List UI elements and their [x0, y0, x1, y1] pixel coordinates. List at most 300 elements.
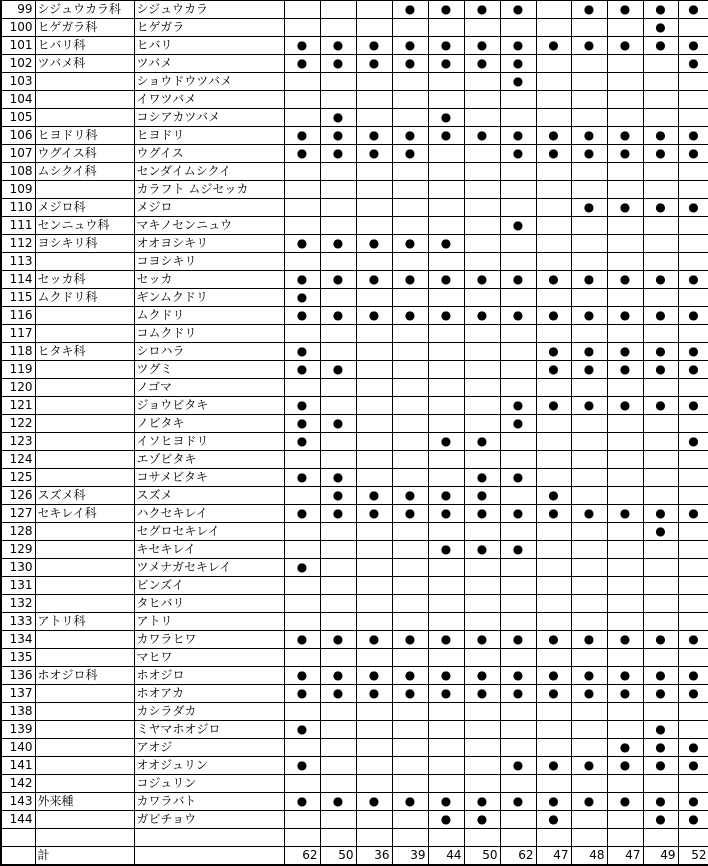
- presence-dot-cell[interactable]: [356, 667, 392, 685]
- row-number-cell[interactable]: 141: [1, 757, 35, 775]
- family-name-cell[interactable]: [35, 361, 134, 379]
- presence-empty-cell[interactable]: [571, 613, 607, 631]
- presence-empty-cell[interactable]: [320, 163, 356, 181]
- presence-empty-cell[interactable]: [428, 73, 464, 91]
- family-name-cell[interactable]: [35, 469, 134, 487]
- presence-empty-cell[interactable]: [571, 649, 607, 667]
- presence-dot-cell[interactable]: [607, 307, 643, 325]
- presence-dot-cell[interactable]: [284, 559, 320, 577]
- presence-empty-cell[interactable]: [356, 361, 392, 379]
- presence-dot-cell[interactable]: [607, 667, 643, 685]
- presence-empty-cell[interactable]: [320, 379, 356, 397]
- presence-dot-cell[interactable]: [428, 1, 464, 19]
- presence-empty-cell[interactable]: [678, 523, 708, 541]
- presence-dot-cell[interactable]: [428, 271, 464, 289]
- presence-empty-cell[interactable]: [464, 361, 500, 379]
- presence-empty-cell[interactable]: [607, 289, 643, 307]
- presence-dot-cell[interactable]: [607, 343, 643, 361]
- presence-empty-cell[interactable]: [678, 91, 708, 109]
- presence-dot-cell[interactable]: [392, 127, 428, 145]
- family-name-cell[interactable]: 外来種: [35, 793, 134, 811]
- row-number-cell[interactable]: 135: [1, 649, 35, 667]
- column-total-cell[interactable]: 50: [320, 847, 356, 866]
- presence-empty-cell[interactable]: [536, 289, 571, 307]
- presence-dot-cell[interactable]: [428, 487, 464, 505]
- presence-empty-cell[interactable]: [643, 109, 678, 127]
- family-name-cell[interactable]: [35, 451, 134, 469]
- presence-dot-cell[interactable]: [678, 199, 708, 217]
- family-name-cell[interactable]: [35, 559, 134, 577]
- presence-empty-cell[interactable]: [571, 523, 607, 541]
- presence-empty-cell[interactable]: [428, 163, 464, 181]
- presence-empty-cell[interactable]: [678, 217, 708, 235]
- presence-empty-cell[interactable]: [571, 415, 607, 433]
- family-name-cell[interactable]: ウグイス科: [35, 145, 134, 163]
- presence-empty-cell[interactable]: [643, 703, 678, 721]
- presence-dot-cell[interactable]: [678, 397, 708, 415]
- presence-dot-cell[interactable]: [392, 235, 428, 253]
- species-name-cell[interactable]: コヨシキリ: [134, 253, 284, 271]
- presence-empty-cell[interactable]: [571, 721, 607, 739]
- presence-empty-cell[interactable]: [356, 523, 392, 541]
- presence-empty-cell[interactable]: [678, 541, 708, 559]
- presence-empty-cell[interactable]: [356, 109, 392, 127]
- presence-empty-cell[interactable]: [678, 577, 708, 595]
- species-name-cell[interactable]: マヒワ: [134, 649, 284, 667]
- family-name-cell[interactable]: ヒヨドリ科: [35, 127, 134, 145]
- presence-empty-cell[interactable]: [607, 109, 643, 127]
- presence-empty-cell[interactable]: [571, 577, 607, 595]
- presence-empty-cell[interactable]: [464, 775, 500, 793]
- presence-empty-cell[interactable]: [320, 73, 356, 91]
- presence-dot-cell[interactable]: [356, 631, 392, 649]
- presence-empty-cell[interactable]: [607, 595, 643, 613]
- presence-empty-cell[interactable]: [284, 775, 320, 793]
- family-name-cell[interactable]: [35, 91, 134, 109]
- blank-cell[interactable]: [678, 829, 708, 847]
- presence-empty-cell[interactable]: [464, 325, 500, 343]
- column-total-cell[interactable]: 47: [536, 847, 571, 866]
- blank-cell[interactable]: [1, 829, 35, 847]
- presence-empty-cell[interactable]: [284, 109, 320, 127]
- presence-empty-cell[interactable]: [428, 775, 464, 793]
- family-name-cell[interactable]: [35, 181, 134, 199]
- presence-dot-cell[interactable]: [678, 667, 708, 685]
- presence-empty-cell[interactable]: [428, 613, 464, 631]
- presence-empty-cell[interactable]: [500, 325, 536, 343]
- presence-dot-cell[interactable]: [320, 415, 356, 433]
- family-name-cell[interactable]: [35, 415, 134, 433]
- presence-empty-cell[interactable]: [643, 415, 678, 433]
- presence-dot-cell[interactable]: [284, 127, 320, 145]
- presence-empty-cell[interactable]: [320, 649, 356, 667]
- presence-dot-cell[interactable]: [571, 685, 607, 703]
- presence-empty-cell[interactable]: [678, 181, 708, 199]
- presence-empty-cell[interactable]: [320, 451, 356, 469]
- presence-empty-cell[interactable]: [356, 469, 392, 487]
- presence-empty-cell[interactable]: [643, 91, 678, 109]
- presence-dot-cell[interactable]: [678, 343, 708, 361]
- presence-dot-cell[interactable]: [571, 127, 607, 145]
- presence-dot-cell[interactable]: [392, 1, 428, 19]
- presence-dot-cell[interactable]: [678, 631, 708, 649]
- presence-dot-cell[interactable]: [428, 667, 464, 685]
- presence-empty-cell[interactable]: [392, 721, 428, 739]
- presence-empty-cell[interactable]: [678, 163, 708, 181]
- family-name-cell[interactable]: シジュウカラ科: [35, 1, 134, 19]
- presence-dot-cell[interactable]: [392, 271, 428, 289]
- presence-dot-cell[interactable]: [536, 685, 571, 703]
- presence-empty-cell[interactable]: [320, 595, 356, 613]
- presence-empty-cell[interactable]: [571, 289, 607, 307]
- blank-cell[interactable]: [134, 847, 284, 866]
- presence-dot-cell[interactable]: [428, 541, 464, 559]
- presence-empty-cell[interactable]: [356, 199, 392, 217]
- presence-empty-cell[interactable]: [356, 73, 392, 91]
- presence-dot-cell[interactable]: [500, 397, 536, 415]
- presence-empty-cell[interactable]: [428, 379, 464, 397]
- presence-dot-cell[interactable]: [678, 55, 708, 73]
- presence-empty-cell[interactable]: [356, 541, 392, 559]
- presence-empty-cell[interactable]: [428, 199, 464, 217]
- row-number-cell[interactable]: 107: [1, 145, 35, 163]
- species-name-cell[interactable]: セグロセキレイ: [134, 523, 284, 541]
- row-number-cell[interactable]: 127: [1, 505, 35, 523]
- presence-empty-cell[interactable]: [284, 199, 320, 217]
- presence-empty-cell[interactable]: [536, 253, 571, 271]
- presence-empty-cell[interactable]: [571, 487, 607, 505]
- row-number-cell[interactable]: 124: [1, 451, 35, 469]
- species-name-cell[interactable]: タヒバリ: [134, 595, 284, 613]
- presence-empty-cell[interactable]: [356, 415, 392, 433]
- family-name-cell[interactable]: [35, 397, 134, 415]
- presence-empty-cell[interactable]: [356, 163, 392, 181]
- row-number-cell[interactable]: 103: [1, 73, 35, 91]
- presence-empty-cell[interactable]: [500, 523, 536, 541]
- presence-dot-cell[interactable]: [320, 793, 356, 811]
- presence-dot-cell[interactable]: [356, 307, 392, 325]
- presence-empty-cell[interactable]: [428, 145, 464, 163]
- presence-empty-cell[interactable]: [392, 757, 428, 775]
- row-number-cell[interactable]: 109: [1, 181, 35, 199]
- species-name-cell[interactable]: ツグミ: [134, 361, 284, 379]
- family-name-cell[interactable]: [35, 73, 134, 91]
- presence-empty-cell[interactable]: [536, 235, 571, 253]
- presence-dot-cell[interactable]: [500, 469, 536, 487]
- presence-empty-cell[interactable]: [500, 379, 536, 397]
- presence-empty-cell[interactable]: [464, 109, 500, 127]
- presence-empty-cell[interactable]: [464, 145, 500, 163]
- presence-empty-cell[interactable]: [536, 55, 571, 73]
- presence-empty-cell[interactable]: [643, 541, 678, 559]
- presence-dot-cell[interactable]: [392, 307, 428, 325]
- presence-empty-cell[interactable]: [284, 379, 320, 397]
- presence-empty-cell[interactable]: [536, 19, 571, 37]
- family-name-cell[interactable]: スズメ科: [35, 487, 134, 505]
- species-name-cell[interactable]: ハクセキレイ: [134, 505, 284, 523]
- species-name-cell[interactable]: スズメ: [134, 487, 284, 505]
- column-total-cell[interactable]: 62: [284, 847, 320, 866]
- species-name-cell[interactable]: ムクドリ: [134, 307, 284, 325]
- family-name-cell[interactable]: ムクドリ科: [35, 289, 134, 307]
- family-name-cell[interactable]: [35, 325, 134, 343]
- row-number-cell[interactable]: 108: [1, 163, 35, 181]
- family-name-cell[interactable]: [35, 595, 134, 613]
- presence-empty-cell[interactable]: [428, 649, 464, 667]
- presence-empty-cell[interactable]: [392, 289, 428, 307]
- presence-dot-cell[interactable]: [678, 145, 708, 163]
- presence-dot-cell[interactable]: [678, 433, 708, 451]
- presence-dot-cell[interactable]: [500, 1, 536, 19]
- presence-empty-cell[interactable]: [392, 253, 428, 271]
- presence-dot-cell[interactable]: [428, 631, 464, 649]
- presence-empty-cell[interactable]: [464, 451, 500, 469]
- presence-empty-cell[interactable]: [607, 163, 643, 181]
- row-number-cell[interactable]: 101: [1, 37, 35, 55]
- presence-empty-cell[interactable]: [284, 253, 320, 271]
- presence-empty-cell[interactable]: [284, 739, 320, 757]
- presence-empty-cell[interactable]: [320, 1, 356, 19]
- presence-empty-cell[interactable]: [571, 235, 607, 253]
- presence-dot-cell[interactable]: [571, 145, 607, 163]
- presence-empty-cell[interactable]: [536, 1, 571, 19]
- species-name-cell[interactable]: ウグイス: [134, 145, 284, 163]
- presence-empty-cell[interactable]: [428, 577, 464, 595]
- species-name-cell[interactable]: シジュウカラ: [134, 1, 284, 19]
- family-name-cell[interactable]: [35, 811, 134, 829]
- presence-dot-cell[interactable]: [320, 631, 356, 649]
- presence-empty-cell[interactable]: [536, 217, 571, 235]
- presence-dot-cell[interactable]: [607, 505, 643, 523]
- presence-dot-cell[interactable]: [464, 505, 500, 523]
- species-name-cell[interactable]: オオヨシキリ: [134, 235, 284, 253]
- presence-empty-cell[interactable]: [643, 469, 678, 487]
- presence-dot-cell[interactable]: [536, 127, 571, 145]
- presence-dot-cell[interactable]: [284, 397, 320, 415]
- presence-dot-cell[interactable]: [392, 793, 428, 811]
- presence-dot-cell[interactable]: [536, 631, 571, 649]
- presence-dot-cell[interactable]: [320, 127, 356, 145]
- presence-empty-cell[interactable]: [678, 73, 708, 91]
- presence-empty-cell[interactable]: [643, 163, 678, 181]
- presence-dot-cell[interactable]: [643, 361, 678, 379]
- presence-dot-cell[interactable]: [320, 361, 356, 379]
- presence-empty-cell[interactable]: [571, 73, 607, 91]
- presence-empty-cell[interactable]: [607, 415, 643, 433]
- presence-empty-cell[interactable]: [500, 721, 536, 739]
- presence-dot-cell[interactable]: [284, 721, 320, 739]
- presence-empty-cell[interactable]: [392, 649, 428, 667]
- presence-dot-cell[interactable]: [571, 343, 607, 361]
- presence-empty-cell[interactable]: [464, 397, 500, 415]
- row-number-cell[interactable]: 104: [1, 91, 35, 109]
- species-name-cell[interactable]: センダイムシクイ: [134, 163, 284, 181]
- blank-cell[interactable]: [284, 829, 320, 847]
- presence-empty-cell[interactable]: [536, 91, 571, 109]
- presence-empty-cell[interactable]: [356, 181, 392, 199]
- presence-dot-cell[interactable]: [536, 307, 571, 325]
- presence-dot-cell[interactable]: [428, 505, 464, 523]
- presence-dot-cell[interactable]: [571, 1, 607, 19]
- presence-empty-cell[interactable]: [284, 577, 320, 595]
- presence-empty-cell[interactable]: [392, 523, 428, 541]
- row-number-cell[interactable]: 142: [1, 775, 35, 793]
- presence-dot-cell[interactable]: [536, 757, 571, 775]
- presence-empty-cell[interactable]: [284, 19, 320, 37]
- presence-empty-cell[interactable]: [678, 775, 708, 793]
- presence-empty-cell[interactable]: [536, 703, 571, 721]
- presence-dot-cell[interactable]: [571, 361, 607, 379]
- presence-dot-cell[interactable]: [464, 667, 500, 685]
- presence-empty-cell[interactable]: [392, 361, 428, 379]
- presence-dot-cell[interactable]: [678, 739, 708, 757]
- presence-empty-cell[interactable]: [284, 487, 320, 505]
- presence-dot-cell[interactable]: [571, 37, 607, 55]
- presence-empty-cell[interactable]: [356, 595, 392, 613]
- presence-empty-cell[interactable]: [571, 595, 607, 613]
- presence-dot-cell[interactable]: [643, 145, 678, 163]
- presence-empty-cell[interactable]: [464, 289, 500, 307]
- species-name-cell[interactable]: コジュリン: [134, 775, 284, 793]
- row-number-cell[interactable]: 113: [1, 253, 35, 271]
- presence-empty-cell[interactable]: [607, 577, 643, 595]
- family-name-cell[interactable]: アトリ科: [35, 613, 134, 631]
- presence-empty-cell[interactable]: [536, 541, 571, 559]
- row-number-cell[interactable]: 143: [1, 793, 35, 811]
- presence-empty-cell[interactable]: [356, 217, 392, 235]
- presence-empty-cell[interactable]: [464, 721, 500, 739]
- presence-empty-cell[interactable]: [464, 253, 500, 271]
- presence-dot-cell[interactable]: [643, 523, 678, 541]
- species-name-cell[interactable]: コサメビタキ: [134, 469, 284, 487]
- presence-empty-cell[interactable]: [500, 487, 536, 505]
- presence-dot-cell[interactable]: [571, 307, 607, 325]
- presence-empty-cell[interactable]: [320, 181, 356, 199]
- presence-dot-cell[interactable]: [356, 685, 392, 703]
- presence-empty-cell[interactable]: [320, 577, 356, 595]
- presence-dot-cell[interactable]: [607, 1, 643, 19]
- presence-empty-cell[interactable]: [392, 415, 428, 433]
- family-name-cell[interactable]: ムシクイ科: [35, 163, 134, 181]
- presence-dot-cell[interactable]: [284, 145, 320, 163]
- presence-empty-cell[interactable]: [500, 235, 536, 253]
- presence-dot-cell[interactable]: [284, 271, 320, 289]
- presence-empty-cell[interactable]: [392, 217, 428, 235]
- family-name-cell[interactable]: セキレイ科: [35, 505, 134, 523]
- presence-empty-cell[interactable]: [392, 739, 428, 757]
- presence-dot-cell[interactable]: [464, 1, 500, 19]
- presence-dot-cell[interactable]: [320, 37, 356, 55]
- presence-empty-cell[interactable]: [536, 595, 571, 613]
- presence-dot-cell[interactable]: [284, 235, 320, 253]
- row-number-cell[interactable]: 100: [1, 19, 35, 37]
- species-name-cell[interactable]: キセキレイ: [134, 541, 284, 559]
- presence-empty-cell[interactable]: [571, 19, 607, 37]
- row-number-cell[interactable]: 138: [1, 703, 35, 721]
- blank-cell[interactable]: [571, 829, 607, 847]
- species-name-cell[interactable]: ヒバリ: [134, 37, 284, 55]
- species-name-cell[interactable]: カワラバト: [134, 793, 284, 811]
- presence-empty-cell[interactable]: [536, 325, 571, 343]
- presence-empty-cell[interactable]: [392, 325, 428, 343]
- presence-empty-cell[interactable]: [284, 217, 320, 235]
- species-name-cell[interactable]: セッカ: [134, 271, 284, 289]
- species-name-cell[interactable]: アオジ: [134, 739, 284, 757]
- species-name-cell[interactable]: カラフト ムジセッカ: [134, 181, 284, 199]
- species-name-cell[interactable]: シロハラ: [134, 343, 284, 361]
- presence-empty-cell[interactable]: [392, 613, 428, 631]
- presence-empty-cell[interactable]: [356, 433, 392, 451]
- presence-empty-cell[interactable]: [464, 181, 500, 199]
- presence-empty-cell[interactable]: [356, 703, 392, 721]
- family-name-cell[interactable]: [35, 109, 134, 127]
- column-total-cell[interactable]: 52: [678, 847, 708, 866]
- family-name-cell[interactable]: [35, 541, 134, 559]
- presence-dot-cell[interactable]: [500, 685, 536, 703]
- presence-dot-cell[interactable]: [356, 145, 392, 163]
- family-name-cell[interactable]: メジロ科: [35, 199, 134, 217]
- presence-empty-cell[interactable]: [678, 469, 708, 487]
- row-number-cell[interactable]: 129: [1, 541, 35, 559]
- species-name-cell[interactable]: ジョウビタキ: [134, 397, 284, 415]
- presence-dot-cell[interactable]: [356, 127, 392, 145]
- blank-cell[interactable]: [356, 829, 392, 847]
- presence-dot-cell[interactable]: [320, 469, 356, 487]
- presence-empty-cell[interactable]: [607, 91, 643, 109]
- presence-dot-cell[interactable]: [356, 487, 392, 505]
- family-name-cell[interactable]: ヨシキリ科: [35, 235, 134, 253]
- presence-empty-cell[interactable]: [678, 19, 708, 37]
- presence-empty-cell[interactable]: [392, 379, 428, 397]
- presence-empty-cell[interactable]: [392, 73, 428, 91]
- presence-empty-cell[interactable]: [607, 73, 643, 91]
- column-total-cell[interactable]: 39: [392, 847, 428, 866]
- presence-dot-cell[interactable]: [678, 361, 708, 379]
- presence-empty-cell[interactable]: [643, 487, 678, 505]
- presence-dot-cell[interactable]: [464, 487, 500, 505]
- presence-empty-cell[interactable]: [464, 91, 500, 109]
- presence-dot-cell[interactable]: [356, 793, 392, 811]
- family-name-cell[interactable]: [35, 379, 134, 397]
- presence-empty-cell[interactable]: [678, 379, 708, 397]
- presence-dot-cell[interactable]: [500, 793, 536, 811]
- row-number-cell[interactable]: 99: [1, 1, 35, 19]
- presence-empty-cell[interactable]: [643, 181, 678, 199]
- presence-empty-cell[interactable]: [392, 559, 428, 577]
- presence-empty-cell[interactable]: [320, 523, 356, 541]
- row-number-cell[interactable]: 119: [1, 361, 35, 379]
- presence-empty-cell[interactable]: [500, 199, 536, 217]
- row-number-cell[interactable]: 144: [1, 811, 35, 829]
- presence-dot-cell[interactable]: [643, 37, 678, 55]
- presence-dot-cell[interactable]: [500, 37, 536, 55]
- presence-empty-cell[interactable]: [428, 559, 464, 577]
- presence-empty-cell[interactable]: [643, 613, 678, 631]
- species-name-cell[interactable]: ツバメ: [134, 55, 284, 73]
- presence-dot-cell[interactable]: [678, 271, 708, 289]
- presence-empty-cell[interactable]: [356, 253, 392, 271]
- presence-empty-cell[interactable]: [500, 739, 536, 757]
- family-name-cell[interactable]: ツバメ科: [35, 55, 134, 73]
- column-total-cell[interactable]: 44: [428, 847, 464, 866]
- presence-empty-cell[interactable]: [428, 721, 464, 739]
- presence-dot-cell[interactable]: [643, 667, 678, 685]
- presence-empty-cell[interactable]: [428, 451, 464, 469]
- presence-dot-cell[interactable]: [428, 55, 464, 73]
- presence-dot-cell[interactable]: [678, 505, 708, 523]
- family-name-cell[interactable]: [35, 433, 134, 451]
- presence-empty-cell[interactable]: [678, 451, 708, 469]
